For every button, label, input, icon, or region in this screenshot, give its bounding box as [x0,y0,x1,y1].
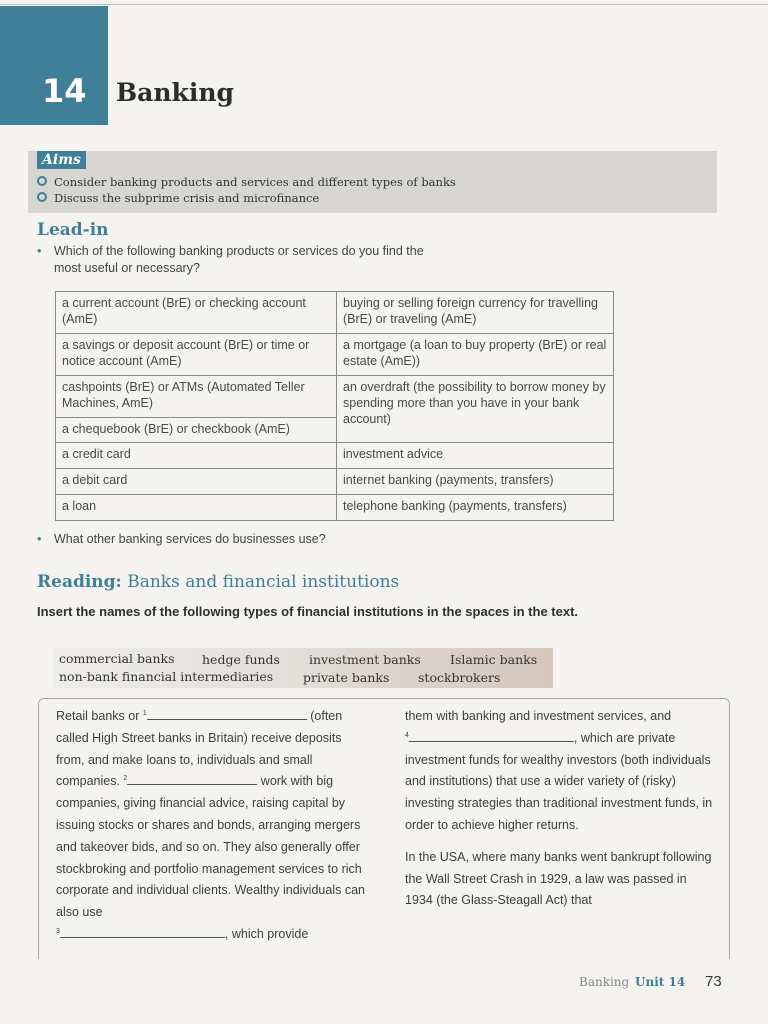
table-cell: a savings or deposit account (BrE) or time or notice account (AmE) [56,334,337,376]
table-row [56,495,614,521]
table-row [56,376,614,418]
table-cell: an overdraft (the possibility to borrow money by spending more than you have in your bank account) [337,376,614,443]
table-cell: a current account (BrE) or checking account (AmE) [56,292,337,334]
answer-blank-1[interactable] [147,707,307,720]
table-row [56,469,614,495]
word-item: hedge funds [202,652,280,667]
page-title: Banking [116,78,234,107]
table-cell: cashpoints (BrE) or ATMs (Automated Teller Machines, AmE) [56,376,337,418]
top-rule [0,4,768,5]
reading-paragraph: In the USA, where many banks went bankrupt following the Wall Street Crash in 1929, a law was passed in 1934 (the Glass-Steagall Act) that [405,849,712,908]
table-cell: a mortgage (a loan to buy property (BrE) or real estate (AmE)) [337,334,614,376]
aims-label: Aims [37,151,86,169]
answer-blank-2[interactable] [127,772,257,785]
lead-in-question-1: • Which of the following banking products or services do you find the most useful or necessary? [37,244,424,275]
answer-blank-4[interactable] [409,729,574,742]
aims-item: Discuss the subprime crisis and microfinance [37,190,456,206]
table-cell: buying or selling foreign currency for travelling (BrE) or traveling (AmE) [337,292,614,334]
table-cell: internet banking (payments, transfers) [337,469,614,495]
bullet-icon: • [37,244,42,258]
word-item: private banks [303,670,390,685]
table-cell: a debit card [56,469,337,495]
word-item: stockbrokers [418,670,501,685]
table-row [56,292,614,334]
bullet-icon: • [37,532,42,546]
products-table [55,291,614,521]
table-row [56,334,614,376]
lead-in-question-2: • What other banking services do businesses use? [37,532,326,546]
reading-heading: Reading: Banks and financial institutions [37,572,400,592]
table-cell: investment advice [337,443,614,469]
lead-in-heading: Lead-in [37,220,109,240]
circle-bullet-icon [37,192,47,202]
reading-paragraph: Retail banks or $^1$ (often called High Street banks in Britain) receive deposits from, and make loans to, individuals and small companies. $^2$ work with big companies, giving financial advice, raising capital by issuing stocks or shares and bonds, arranging mergers and takeover bids, and so on. They also generally offer stockbroking and portfolio management services to rich corporate and individual clients. Wealthy individuals can also use $^3$ , which provide [56,709,365,941]
word-item: commercial banks [59,651,175,666]
unit-number: 14 [42,72,87,110]
table-cell: a credit card [56,443,337,469]
answer-blank-3[interactable] [60,925,225,938]
aims-item: Consider banking products and services and different types of banks [37,174,456,190]
table-cell: a loan [56,495,337,521]
word-item: non-bank financial intermediaries [59,669,274,684]
footer-unit-label: Unit 14 [635,975,686,989]
table-cell: a chequebook (BrE) or checkbook (AmE) [56,418,337,443]
word-item: Islamic banks [450,652,538,667]
footer-section-name: Banking [579,975,630,989]
reading-instruction: Insert the names of the following types of financial institutions in the spaces in the text. [37,604,579,619]
reading-right-column [405,706,717,922]
page-number: 73 [705,973,722,990]
aims-list [37,174,456,206]
table-cell: telephone banking (payments, transfers) [337,495,614,521]
reading-left-column [56,706,368,956]
table-row [56,443,614,469]
circle-bullet-icon [37,176,47,186]
word-item: investment banks [309,652,421,667]
reading-paragraph: them with banking and investment services, and $^4$ , which are private investment funds for wealthy investors (both individuals and institutions) that use a wider variety of (risky) investing strategies than traditional investment funds, in order to achieve higher returns. [405,709,713,832]
